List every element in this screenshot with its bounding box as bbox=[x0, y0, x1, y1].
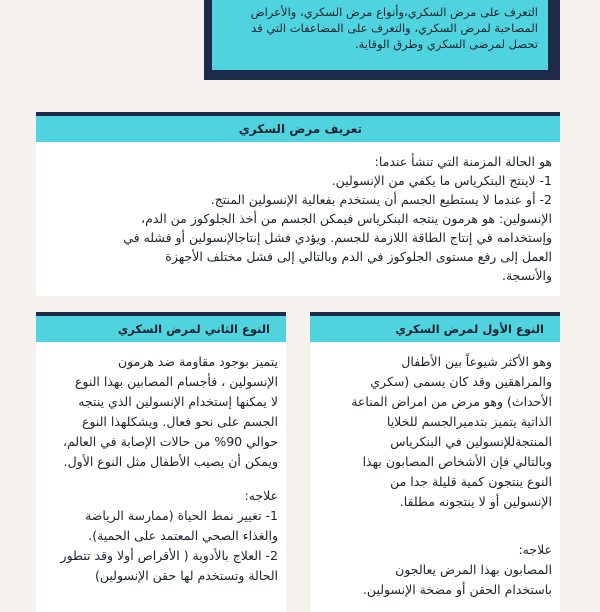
definition-line: وإستخدامه في إنتاج الطاقة اللازمة للجسم. ويؤدي فشل إنتاجالإنسولين أو فشله في bbox=[123, 230, 552, 245]
type1-treatment-label: علاجه: bbox=[518, 542, 552, 557]
definition-heading: تعريف مرض السكري bbox=[36, 116, 560, 142]
definition-line: 1- لاينتج البنكرياس ما يكفي من الإنسولين. bbox=[331, 173, 552, 188]
type1-section bbox=[310, 312, 560, 612]
type1-line: المنتجةللإنسولين في البنكرياس bbox=[390, 434, 552, 449]
type2-treatment-line: والغذاء الصحي المعتمد على الحمية). bbox=[88, 528, 278, 543]
type2-line: يتميز بوجود مقاومة ضد هرمون bbox=[118, 354, 278, 369]
type2-section bbox=[36, 312, 286, 612]
type2-treatment-line: 1- تغيير نمط الحياة (ممارسة الرياضة bbox=[85, 508, 278, 523]
type1-line: النوع ينتجون كمية قليلة جدا من bbox=[390, 474, 552, 489]
intro-text: التعرف على مرض السكري،وأنواع مرض السكري، والأعراض المصاحبة لمرض السكري، والتعرف على المضاعفات التي قد تحصل لمرضى السكري وطرق الوقاية. bbox=[250, 5, 538, 51]
type2-treatment-label: علاجه: bbox=[244, 488, 278, 503]
type1-body bbox=[310, 342, 560, 612]
type1-line: وهو الأكثر شيوعاً بين الأطفال bbox=[401, 354, 552, 369]
type1-treatment-line: المصابون بهذا المرض يعالجون bbox=[395, 562, 552, 577]
type2-heading: النوع الثاني لمرض السكري bbox=[36, 316, 286, 342]
intro-box bbox=[212, 0, 548, 70]
type2-line: حوالي 90% من حالات الإصابة في العالم، bbox=[62, 434, 278, 449]
definition-line: الإنسولين: هو هرمون ينتجه البنكرياس فيمكن الجسم من أخذ الجلوكوز من الدم، bbox=[141, 211, 552, 226]
definition-line: العمل إلى رفع مستوى الجلوكوز في الدم وبالتالي إلى فشل مختلف الأجهزة bbox=[165, 249, 552, 264]
definition-line: والأنسجة. bbox=[501, 268, 552, 283]
type1-line: الإنسولين أو لا ينتجونه مطلقا. bbox=[399, 494, 552, 509]
definition-line: 2- أو عندما لا يستطيع الجسم أن يستخدم بفعالية الإنسولين المنتج. bbox=[210, 192, 552, 207]
type1-line: الأحداث) وهو مرض من امراض المناعة bbox=[351, 394, 552, 409]
type2-line: ويمكن أن يصيب الأطفال مثل النوع الأول. bbox=[63, 454, 278, 469]
type1-line: وبالتالي فإن الأشخاص المصابون بهذا bbox=[362, 454, 552, 469]
type1-treatment-line: باستخدام الحقن أو مضخة الإنسولين. bbox=[362, 582, 552, 597]
type1-heading: النوع الأول لمرض السكري bbox=[310, 316, 560, 342]
type2-treatment-line: الحالة وتستخدم لها حقن الإنسولين) bbox=[95, 568, 278, 583]
type2-line: لا يمكنها إستخدام الإنسولين الذي ينتجه bbox=[78, 394, 278, 409]
type2-body bbox=[36, 342, 286, 612]
type1-line: والمراهقين وقد كان يسمى (سكري bbox=[370, 374, 552, 389]
type2-line: الجسم على نحو فعال. ويشكلهذا النوع bbox=[81, 414, 278, 429]
type2-line: الإنسولين ، فأجسام المصابين بهذا النوع bbox=[74, 374, 278, 389]
definition-line: هو الحالة المزمنة التي تنشأ عندما: bbox=[374, 154, 552, 169]
type1-line: الذاتية يتميز بتدميرالجسم للخلايا bbox=[386, 414, 552, 429]
definition-body bbox=[36, 142, 560, 296]
type2-treatment-line: 2- العلاج بالأدوية ( الأقراص أولا وقد تتطور bbox=[60, 548, 278, 563]
